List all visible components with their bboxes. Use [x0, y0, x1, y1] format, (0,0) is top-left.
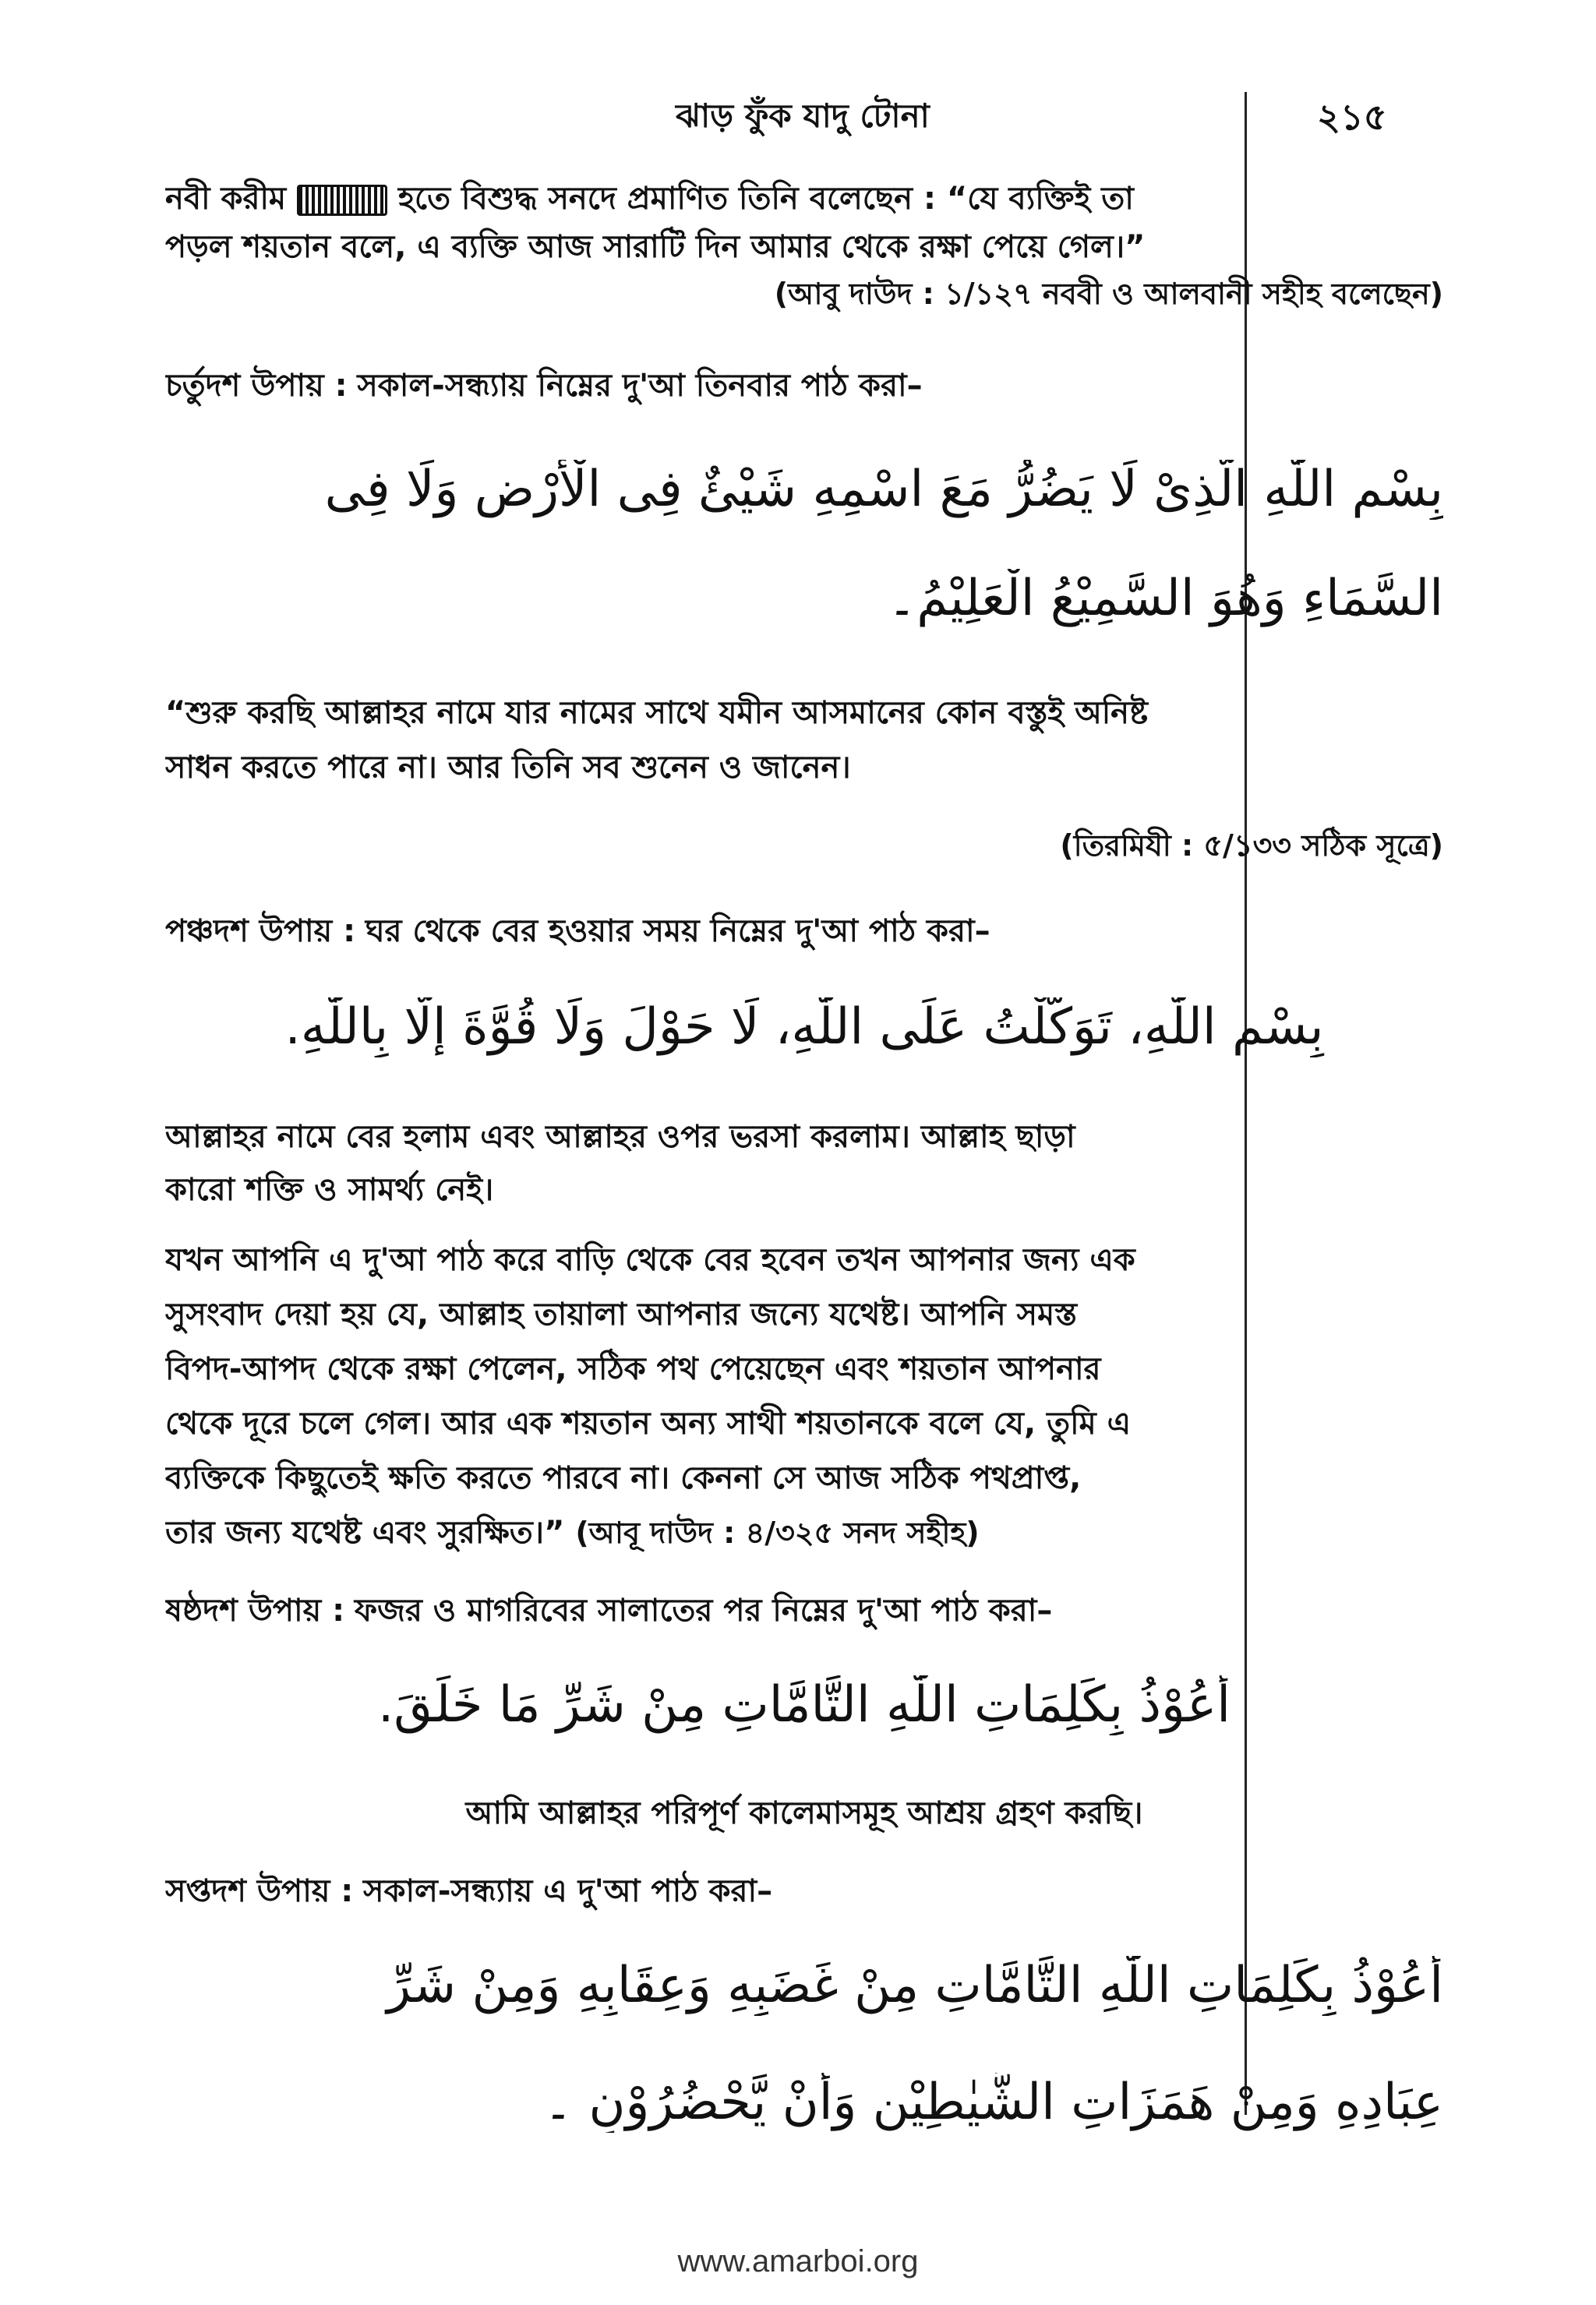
section-15-paragraph-5: ব্যক্তিকে কিছুতেই ক্ষতি করতে পারবে না। কেননা সে আজ সঠিক পথপ্রাপ্ত, [165, 1460, 1082, 1496]
section-14-source: (তিরমিযী : ৫/১৩৩ সঠিক সূত্রে) [1060, 828, 1443, 863]
section-14-heading-line [165, 365, 1443, 407]
section-15-paragraph-3: বিপদ-আপদ থেকে রক্ষা পেলেন, সঠিক পথ পেয়েছেন এবং শয়তান আপনার [165, 1351, 1101, 1387]
salutation-seal-icon [297, 185, 387, 216]
page-number: ২১৫ [1317, 96, 1387, 138]
section-15-translation-2: কারো শক্তি ও সামর্থ্য নেই। [165, 1172, 494, 1208]
section-14-translation-2: সাধন করতে পারে না। আর তিনি সব শুনেন ও জানেন। [165, 750, 851, 785]
section-16-text: ফজর ও মাগরিবের সালাতের পর নিম্নের দু'আ পাঠ করা– [354, 1593, 1053, 1629]
section-17-heading: সপ্তদশ উপায় : [165, 1873, 354, 1909]
footer-url: www.amarboi.org [677, 2244, 919, 2279]
section-15-paragraph-1: যখন আপনি এ দু'আ পাঠ করে বাড়ি থেকে বের হবেন তখন আপনার জন্য এক [165, 1242, 1135, 1278]
section-15-translation-1: আল্লাহর নামে বের হলাম এবং আল্লাহর ওপর ভরসা করলাম। আল্লাহ ছাড়া [165, 1119, 1075, 1155]
section-14-arabic-1: بِسْمِ اللّٰهِ الَّذِىْ لَا يَضُرُّ مَعَ اسْمِهِ شَيْئٌ فِى الْأَرْضِ وَلَا فِى [324, 461, 1443, 518]
section-17-arabic-2: عِبَادِهِ وَمِنْ هَمَزَاتِ الشَّيٰطِيْنِ وَأَنْ يَّحْضُرُوْنِ ۔ [543, 2074, 1443, 2131]
section-14-heading: চর্তুদশ উপায় : [165, 368, 348, 404]
page-header [0, 90, 1596, 145]
section-15-heading: পঞ্চদশ উপায় : [165, 913, 356, 949]
intro-line-1b: হতে বিশুদ্ধ সনদে প্রমাণিত তিনি বলেছেন : “যে ব্যক্তিই তা [398, 181, 1134, 217]
running-title: ঝাড় ফুঁক যাদু টোনা [676, 97, 930, 135]
section-15-source: (আবূ দাউদ : ৪/৩২৫ সনদ সহীহ) [575, 1516, 980, 1550]
section-15-paragraph-2: সুসংবাদ দেয়া হয় যে, আল্লাহ তায়ালা আপনার জন্যে যথেষ্ট। আপনি সমস্ত [165, 1297, 1078, 1333]
section-17-text: সকাল-সন্ধ্যায় এ দু'আ পাঠ করা– [363, 1873, 773, 1909]
section-14-translation-1: “শুরু করছি আল্লাহর নামে যার নামের সাথে যমীন আসমানের কোন বস্তুই অনিষ্ট [165, 695, 1149, 731]
section-17-heading-line [165, 1870, 1443, 1912]
section-15-heading-line [165, 910, 1443, 952]
section-14-text: সকাল-সন্ধ্যায় নিম্নের দু'আ তিনবার পাঠ করা– [357, 368, 923, 404]
section-16-heading: ষষ্ঠদশ উপায় : [165, 1593, 345, 1629]
section-15-paragraph-6 [165, 1512, 1443, 1554]
section-15-arabic: بِسْمِ اللّٰهِ، تَوَكَّلْتُ عَلَى اللّٰهِ، لَا حَوْلَ وَلَا قُوَّةَ إِلَّا بِاللّٰهِ. [284, 998, 1324, 1056]
section-15-paragraph-4: থেকে দূরে চলে গেল। আর এক শয়তান অন্য সাথী শয়তানকে বলে যে, তুমি এ [165, 1406, 1132, 1442]
section-17-arabic-1: أَعُوْذُ بِكَلِمَاتِ اللّٰهِ التَّامَّاتِ مِنْ غَضَبِهِ وَعِقَابِهِ وَمِنْ شَرِّ [387, 1957, 1443, 2014]
section-16-arabic: أَعُوْذُ بِكَلِمَاتِ اللّٰهِ التَّامَّاتِ مِنْ شَرِّ مَا خَلَقَ. [377, 1676, 1231, 1734]
section-15-paragraph-6a: তার জন্য যথেষ্ট এবং সুরক্ষিত।” [165, 1515, 565, 1551]
section-16-heading-line [165, 1590, 1443, 1632]
section-14-arabic-2: السَّمَاءِ وَهُوَ السَّمِيْعُ الْعَلِيْمُ۔ [887, 570, 1443, 627]
intro-line-1a: নবী করীম [165, 181, 287, 217]
section-15-text: ঘর থেকে বের হওয়ার সময় নিম্নের দু'আ পাঠ করা– [365, 913, 990, 949]
intro-source: (আবু দাউদ : ১/১২৭ নববী ও আলবানী সহীহ বলেছেন) [774, 277, 1443, 311]
section-16-translation: আমি আল্লাহর পরিপূর্ণ কালেমাসমূহ আশ্রয় গ্রহণ করছি। [465, 1795, 1143, 1831]
intro-line-2: পড়ল শয়তান বলে, এ ব্যক্তি আজ সারাটি দিন আমার থেকে রক্ষা পেয়ে গেল।” [165, 229, 1146, 265]
intro-line-1 [165, 178, 1443, 220]
